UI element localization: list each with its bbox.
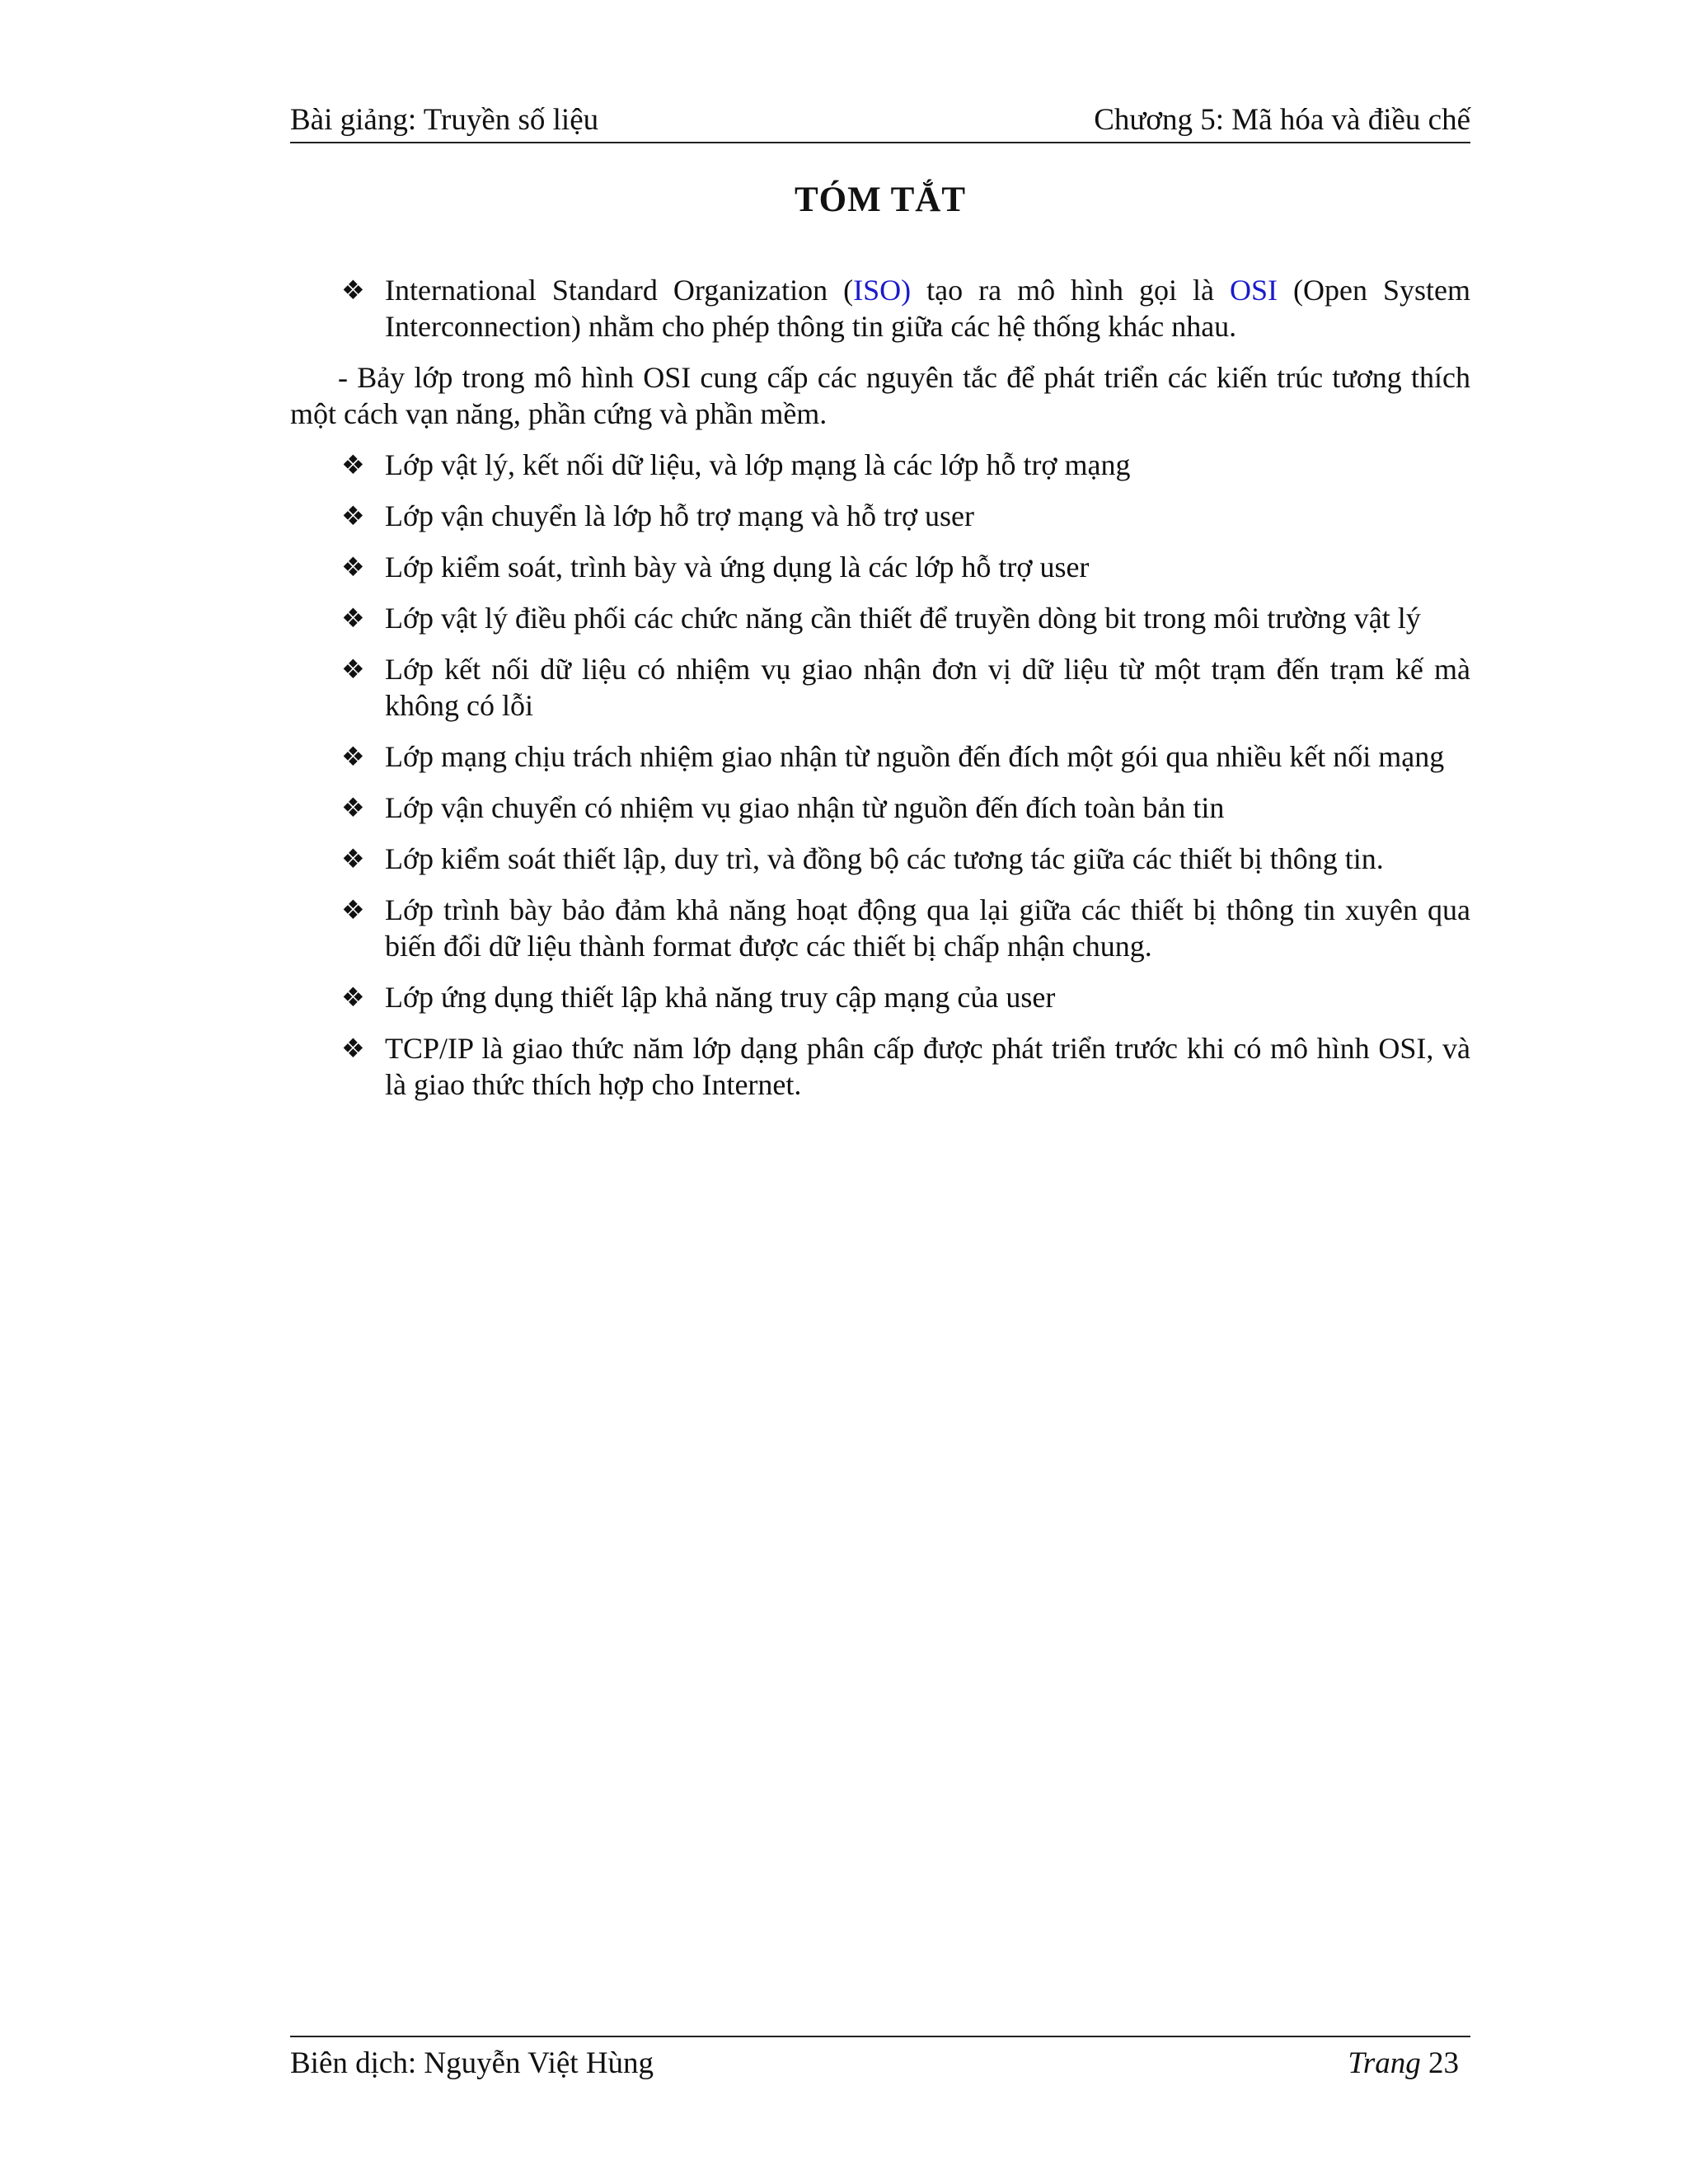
page-footer [290, 2036, 1470, 2095]
bullet-diamond-icon: ❖ [341, 552, 365, 582]
list-item [290, 738, 1470, 775]
list-item [290, 892, 1470, 964]
list-item-text: Lớp vật lý, kết nối dữ liệu, và lớp mạng là các lớp hỗ trợ mạng [385, 448, 1131, 481]
list-item [290, 979, 1470, 1015]
bullet-diamond-icon: ❖ [341, 603, 365, 633]
page-title: TÓM TẮT [794, 180, 967, 219]
bullet-diamond-icon: ❖ [341, 1033, 365, 1063]
footer-page [1348, 2046, 1459, 2081]
bullet-diamond-icon: ❖ [341, 275, 365, 305]
list-item-text: Lớp ứng dụng thiết lập khả năng truy cập mạng của user [385, 981, 1056, 1014]
page-header [290, 99, 1470, 143]
footer-translator: Biên dịch: Nguyễn Việt Hùng [290, 2046, 654, 2080]
page-label: Trang [1348, 2046, 1421, 2080]
list-item-text: Lớp vật lý điều phối các chức năng cần thiết để truyền dòng bit trong môi trường vật lý [385, 602, 1421, 635]
bullet-diamond-icon: ❖ [341, 982, 365, 1012]
list-item-text: Lớp kết nối dữ liệu có nhiệm vụ giao nhận đơn vị dữ liệu từ một trạm đến trạm kế mà không có lỗi [385, 653, 1470, 722]
osi-link[interactable]: OSI [1230, 274, 1278, 307]
osi-paragraph [290, 359, 1470, 432]
list-item-text: Lớp vận chuyển có nhiệm vụ giao nhận từ nguồn đến đích toàn bản tin [385, 791, 1225, 824]
bullet-diamond-icon: ❖ [341, 793, 365, 823]
list-item [290, 790, 1470, 826]
osi-paragraph-text: - Bảy lớp trong mô hình OSI cung cấp các nguyên tắc để phát triển các kiến trúc tương thích một cách vạn năng, phần cứng và phần mềm. [290, 361, 1470, 430]
bullet-diamond-icon: ❖ [341, 844, 365, 874]
list-item-text: Lớp mạng chịu trách nhiệm giao nhận từ nguồn đến đích một gói qua nhiều kết nối mạng [385, 740, 1445, 773]
list-item-text: Lớp kiểm soát thiết lập, duy trì, và đồng bộ các tương tác giữa các thiết bị thông tin. [385, 842, 1384, 875]
bullet-diamond-icon: ❖ [341, 895, 365, 925]
iso-link[interactable]: ISO) [853, 274, 912, 307]
intro-text-2: tạo ra mô hình gọi là [911, 274, 1231, 307]
list-item [290, 498, 1470, 534]
list-item-text: Lớp vận chuyển là lớp hỗ trợ mạng và hỗ trợ user [385, 499, 974, 532]
bullet-diamond-icon: ❖ [341, 450, 365, 480]
intro-text-3: (Open System Interconnection) nhằm cho phép thông tin giữa các hệ thống khác nhau. [385, 274, 1471, 343]
summary-content [290, 272, 1470, 1118]
summary-list [290, 447, 1470, 1103]
bullet-diamond-icon: ❖ [341, 501, 365, 531]
bullet-diamond-icon: ❖ [341, 742, 365, 771]
list-item-text: Lớp kiểm soát, trình bày và ứng dụng là các lớp hỗ trợ user [385, 551, 1090, 583]
list-item [290, 447, 1470, 483]
list-item-text: TCP/IP là giao thức năm lớp dạng phân cấp được phát triển trước khi có mô hình OSI, và là giao thức thích hợp cho Internet. [385, 1032, 1470, 1101]
list-item-text: Lớp trình bày bảo đảm khả năng hoạt động qua lại giữa các thiết bị thông tin xuyên qua biến đổi dữ liệu thành format được các thiết bị chấp nhận chung. [385, 893, 1470, 963]
list-item [290, 651, 1470, 724]
intro-text-1: International Standard Organization ( [385, 274, 854, 307]
list-item-intro [290, 272, 1470, 344]
bullet-diamond-icon: ❖ [341, 654, 365, 684]
list-item [290, 600, 1470, 636]
page-number: 23 [1428, 2046, 1459, 2080]
list-item [290, 1030, 1470, 1103]
list-item [290, 841, 1470, 877]
list-item [290, 549, 1470, 585]
header-course-title: Bài giảng: Truyền số liệu [290, 103, 599, 137]
header-chapter-title: Chương 5: Mã hóa và điều chế [1094, 103, 1470, 137]
